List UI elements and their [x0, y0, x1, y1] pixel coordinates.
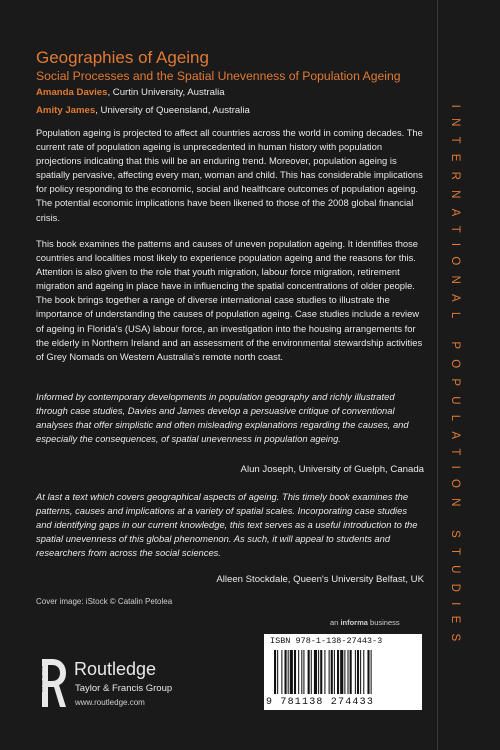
informa-business-tag: an informa business [330, 618, 400, 627]
publisher-url[interactable]: www.routledge.com [75, 698, 145, 707]
author-affiliation: , University of Queensland, Australia [95, 105, 250, 116]
review-attribution-2: Alleen Stockdale, Queen's University Belfast, UK [216, 574, 424, 585]
series-name: INTERNATIONAL POPULATION STUDIES [449, 104, 461, 652]
barcode-bar [288, 650, 289, 694]
barcode-bar [308, 650, 310, 694]
barcode-bar [340, 650, 343, 694]
barcode-bar [357, 650, 359, 694]
author-2 [36, 105, 250, 116]
barcode-bar [277, 650, 278, 694]
isbn-label: ISBN 978-1-138-27443-3 [270, 636, 383, 646]
barcode-bar [371, 650, 372, 694]
routledge-logo-icon [36, 657, 66, 709]
barcode-bar [350, 650, 352, 694]
barcode-digits: 9 781138 274433 [266, 697, 375, 708]
informa-brand: informa [340, 618, 368, 627]
barcode-bar [334, 650, 335, 694]
blurb-paragraph-2: This book examines the patterns and causes of uneven population ageing. It identifies those countries and localities most likely to experience population ageing and the reasons for this. Attention is also given to the role that youth migration, labour force migration, retirement migration and ageing in place have in influencing the spatial concentrations of older people. The book brings together a range of diverse international case studies to illustrate the importance of understanding the causes of population ageing. Case studies include a review of ageing in Florida's (USA) labour force, an investigation into the housing arrangements for the elderly in Northern Ireland and an assessment of the environmental stewardship activities of Grey Nomads on Western Australia's remote north coast. [36, 238, 423, 362]
logo-lettering: ROUTLEDGE [38, 666, 44, 693]
spine-divider [437, 0, 438, 750]
barcode-bar [320, 650, 322, 694]
publisher-group: Taylor & Francis Group [75, 683, 173, 694]
barcode-bar [290, 650, 293, 694]
barcode-bar [303, 650, 304, 694]
barcode-bar [281, 650, 282, 694]
barcode-bar [344, 650, 345, 694]
author-1 [36, 87, 225, 98]
barcode-bar [331, 650, 333, 694]
author-affiliation: , Curtin University, Australia [107, 87, 225, 98]
barcode-bar [274, 650, 276, 694]
blurb-paragraph-1: Population ageing is projected to affect all countries across the world in coming decades. The current rate of population ageing is unprecedented in human history with population projections indicating that this will be an enduring trend. Moreover, population ageing is spatially pervasive, affecting every man, woman and child. This has considerable implications for policy responding to the economic, social and healthcare outcomes of population ageing. The potential economic implications have been likened to those of the 2008 global financial crisis. [36, 127, 423, 223]
barcode-bar [285, 650, 287, 694]
book-subtitle: Social Processes and the Spatial Unevenness of Population Ageing [36, 69, 401, 83]
author-name: Amity James [36, 105, 96, 116]
barcode-bar [298, 650, 299, 694]
review-attribution-1: Alun Joseph, University of Guelph, Canada [240, 464, 424, 475]
barcode-bar [301, 650, 302, 694]
barcode-bar [337, 650, 339, 694]
barcode-bar [355, 650, 356, 694]
barcode-bar [318, 650, 319, 694]
barcode-bar [324, 650, 325, 694]
review-quote-1: Informed by contemporary developments in population geography and richly illustrated through case studies, Davies and James develop a persuasive critique of conventional analyses that offer simplistic and often misleading explanations regarding the causes, and especially the consequences, of spatial unevenness in population ageing. [36, 391, 409, 445]
barcode-bar [311, 650, 312, 694]
barcode-bar [294, 650, 296, 694]
review-quote-2: At last a text which covers geographical aspects of ageing. This timely book examines the patterns, causes and implications at a variety of spatial scales. Incorporating case studies and identifying gaps in our current knowledge, this text serves as a useful introduction to the spatial unevenness of this global phenomenon. As such, it will appeal to students and researchers from across the social sciences. [36, 491, 418, 559]
author-name: Amanda Davies [36, 87, 108, 98]
barcode-bar [363, 650, 364, 694]
book-title: Geographies of Ageing [36, 48, 209, 67]
barcode-bar [367, 650, 369, 694]
barcode-bar [360, 650, 361, 694]
barcode-bar [329, 650, 330, 694]
barcode-bar [348, 650, 349, 694]
barcode-bars [274, 650, 418, 694]
publisher-name: Routledge [74, 659, 157, 679]
barcode-bar [314, 650, 317, 694]
cover-image-credit: Cover image: iStock © Catalin Petolea [36, 597, 173, 606]
